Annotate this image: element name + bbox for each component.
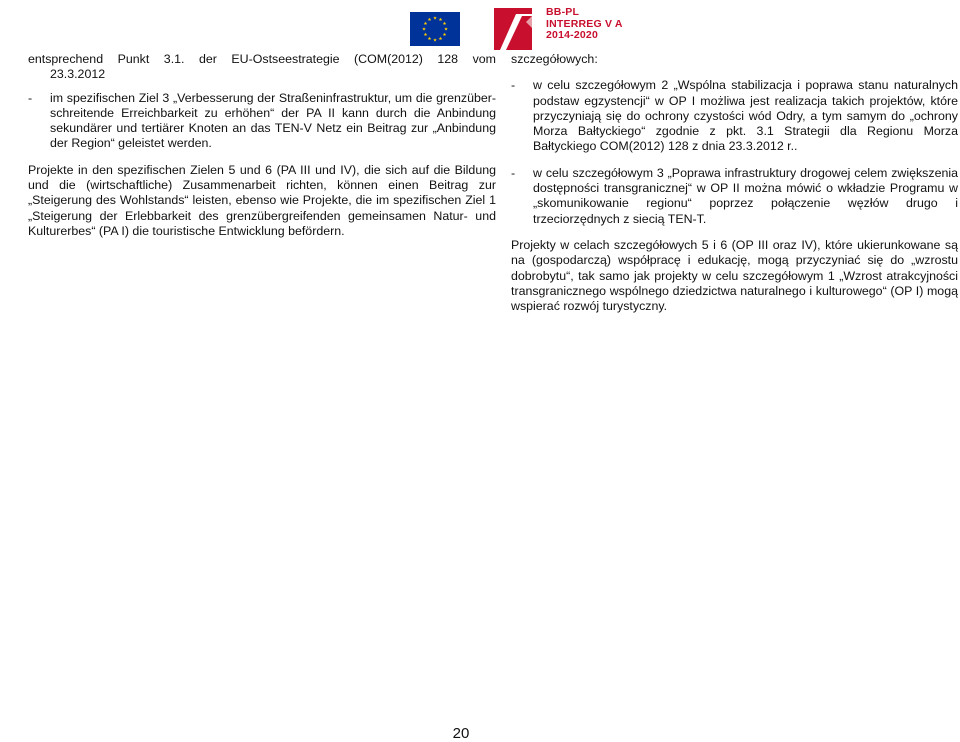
left-bullet-text: im spezifischen Ziel 3 „Verbesserung der Straßeninfrastruktur, um die grenzüber-schreitende Erreichbarkeit zu erhöhen“ der PA II kann durch die Anbindung sekundärer und tertiärer Knoten an das TEN-V Netz ein Beitrag zur „Anbindung der Region“ geleistet werden.	[50, 90, 496, 151]
left-lead-line: entsprechend Punkt 3.1. der EU-Ostseestrategie (COM(2012) 128 vom	[28, 52, 496, 66]
right-lead: szczegółowych:	[511, 52, 598, 66]
right-column	[511, 52, 958, 314]
left-lead-date: 23.3.2012	[50, 67, 106, 82]
right-bullet-item-1	[511, 78, 958, 154]
bullet-dash: -	[511, 165, 516, 180]
bullet-dash: -	[511, 78, 516, 93]
interreg-logo-text	[546, 7, 626, 42]
right-bullet-item-2	[511, 166, 958, 227]
logo-line-period: 2014-2020	[546, 29, 599, 41]
right-paragraph: Projekty w celach szczegółowych 5 i 6 (OP III oraz IV), które ukierunkowane są na (gospodarczą) współpracę i edukację, mogą przyczyniać się do „wzrostu dobrobytu“, tak samo jak projekty w celu szczegółowym 1 „Wzrost atrakcyjności transgranicznego wspólnego dziedzictwa naturalnego i kulturowego“ (OP I) mogą wspierać rozwój turystyczny.	[511, 237, 958, 314]
right-bullet-text-1: w celu szczegółowym 2 „Wspólna stabilizacja i poprawa stanu naturalnych podstaw egzystencji“ w OP I możliwa jest realizacja takich projektów, które przyczyniają się do ochrony czystości wód Odry, a tym samym do „ochrony Morza Bałtyckiego“ zgodnie z pkt. 3.1 Strategii dla Regionu Morza Bałtyckiego COM(2012) 128 z dnia 23.3.2012 r..	[533, 78, 958, 154]
left-bullet-item	[28, 91, 496, 152]
page-number: 20	[452, 725, 470, 742]
right-bullet-text-2: w celu szczegółowym 3 „Poprawa infrastruktury drogowej celem zwiększenia dostępności transgranicznej“ w OP II można mówić o wkładzie Programu w „skomunikowanie regionu“ poprzez połączenie węzłów drugo i trzeciorzędnych z siecią TEN-T.	[533, 165, 958, 226]
logo-line-program: BB-PL	[546, 6, 580, 18]
left-column	[28, 52, 496, 239]
bullet-dash: -	[28, 90, 33, 105]
logo-line-interreg: INTERREG V A	[546, 17, 623, 30]
left-paragraph: Projekte in den spezifischen Zielen 5 und 6 (PA III und IV), die sich auf die Bildung und die (wirtschaftliche) Zusammenarbeit richten, können einen Beitrag zur „Steigerung des Wohlstands“ leisten, ebenso wie Projekte, die im spezifischen Ziel 1 „Steigerung der Erlebbarkeit des grenzübergreifenden gemeinsamen Natur- und Kulturerbes“ (PA I) die touristische Entwicklung befördern.	[28, 162, 496, 238]
eu-flag-icon	[410, 12, 460, 46]
